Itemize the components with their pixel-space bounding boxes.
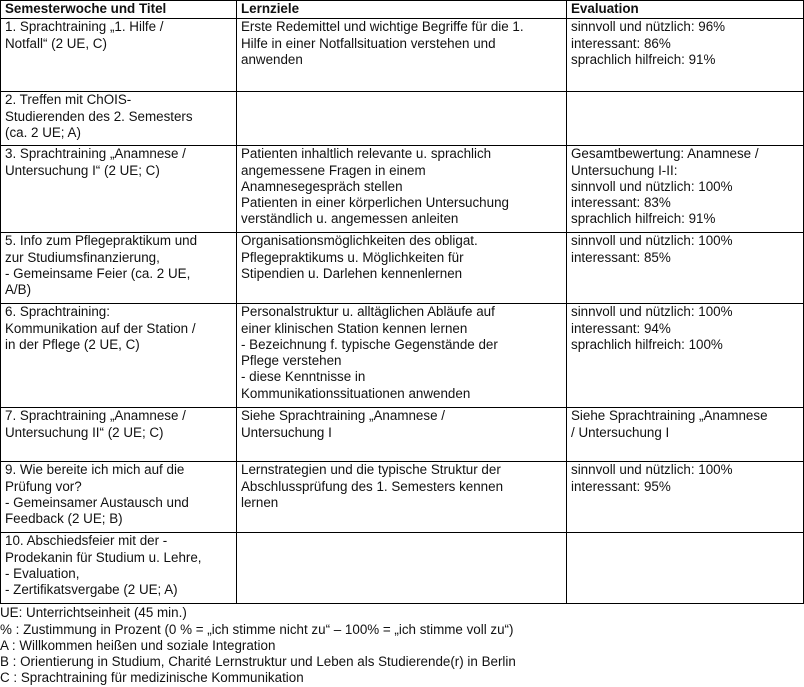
table-row (1, 408, 804, 462)
cell-lernziele-line: Pflegepraktikums u. Möglichkeiten für (241, 249, 464, 265)
cell-title (1, 92, 237, 146)
cell-lernziele (237, 408, 567, 462)
cell-title (1, 533, 237, 604)
cell-lernziele-line: - diese Kenntnisse in (241, 369, 366, 385)
cell-lernziele-line: Erste Redemittel und wichtige Begriffe für die 1. (241, 19, 524, 35)
cell-lernziele (237, 533, 567, 604)
cell-title-line: zur Studiumsfinanzierung, (5, 249, 160, 265)
cell-evaluation-line: sinnvoll und nützlich: 100% (571, 462, 733, 478)
cell-evaluation (567, 92, 804, 146)
cell-evaluation (567, 146, 804, 233)
cell-evaluation-line: interessant: 86% (571, 35, 671, 51)
cell-title-line: (ca. 2 UE; A) (5, 124, 81, 140)
cell-evaluation-line: Gesamtbewertung: Anamnese / (571, 146, 759, 162)
cell-lernziele-line: Untersuchung I (241, 424, 332, 440)
cell-evaluation-line: sinnvoll und nützlich: 100% (571, 304, 733, 320)
cell-lernziele-line: Siehe Sprachtraining „Anamnese / (241, 408, 445, 424)
table-row (1, 304, 804, 408)
cell-title-line: 1. Sprachtraining „1. Hilfe / (5, 19, 164, 35)
table-row (1, 92, 804, 146)
cell-lernziele-line: Stipendien u. Darlehen kennenlernen (241, 265, 463, 281)
cell-title (1, 19, 237, 92)
cell-title (1, 304, 237, 408)
cell-title (1, 462, 237, 533)
cell-lernziele-line: Kommunikationssituationen anwenden (241, 385, 471, 401)
cell-evaluation-line: sprachlich hilfreich: 91% (571, 51, 716, 67)
cell-title-line: Kommunikation auf der Station / (5, 320, 196, 336)
cell-title-line: Notfall“ (2 UE, C) (5, 35, 107, 51)
cell-title-line: A/B) (5, 282, 32, 298)
cell-evaluation-line: / Untersuchung I (571, 424, 670, 440)
cell-lernziele (237, 19, 567, 92)
cell-evaluation-line: interessant: 85% (571, 249, 671, 265)
cell-lernziele-line: anwenden (241, 51, 303, 67)
cell-title-line: Feedback (2 UE; B) (5, 511, 123, 527)
cell-title-line: - Zertifikatsvergabe (2 UE; A) (5, 582, 178, 598)
table-row (1, 19, 804, 92)
table-row (1, 462, 804, 533)
cell-evaluation-line: interessant: 94% (571, 320, 671, 336)
cell-lernziele-line: verständlich u. angemessen anleiten (241, 211, 459, 227)
cell-evaluation-line: sinnvoll und nützlich: 100% (571, 178, 733, 194)
cell-lernziele-line: Abschlussprüfung des 1. Semesters kennen (241, 478, 504, 494)
table-header-row (1, 1, 804, 19)
cell-evaluation-line: sinnvoll und nützlich: 100% (571, 233, 733, 249)
cell-title-line: Untersuchung I“ (2 UE; C) (5, 162, 160, 178)
cell-title-line: 3. Sprachtraining „Anamnese / (5, 146, 186, 162)
footnote-line: % : Zustimmung in Prozent (0 % = „ich stimme nicht zu“ – 100% = „ich stimme voll zu“) (0, 621, 514, 637)
cell-title-line: 2. Treffen mit ChOIS- (5, 92, 132, 108)
header-evaluation: Evaluation (567, 1, 804, 19)
cell-evaluation-line: interessant: 83% (571, 195, 671, 211)
cell-title-line: - Evaluation, (5, 565, 80, 581)
footnotes (0, 605, 804, 686)
cell-lernziele (237, 233, 567, 304)
cell-lernziele-line: - Bezeichnung f. typische Gegenstände der (241, 336, 498, 352)
cell-lernziele-line: Patienten in einer körperlichen Untersuchung (241, 195, 509, 211)
cell-lernziele-line: lernen (241, 494, 279, 510)
header-semesterwoche: Semesterwoche und Titel (1, 1, 237, 19)
cell-evaluation (567, 462, 804, 533)
footnote-line: A : Willkommen heißen und soziale Integration (0, 637, 276, 653)
cell-lernziele-line: Pflege verstehen (241, 353, 342, 369)
cell-lernziele (237, 146, 567, 233)
cell-title-line: Studierenden des 2. Semesters (5, 108, 193, 124)
table-row (1, 146, 804, 233)
cell-lernziele-line: Anamnesegespräch stellen (241, 178, 403, 194)
cell-title (1, 408, 237, 462)
cell-evaluation-line: Untersuchung I-II: (571, 162, 678, 178)
cell-lernziele-line: Personalstruktur u. alltäglichen Abläufe auf (241, 304, 495, 320)
cell-evaluation-line: sprachlich hilfreich: 100% (571, 336, 723, 352)
cell-evaluation-line: sprachlich hilfreich: 91% (571, 211, 716, 227)
cell-lernziele-line: einer klinischen Station kennen lernen (241, 320, 468, 336)
cell-title (1, 146, 237, 233)
cell-title-line: Prüfung vor? (5, 478, 82, 494)
cell-title-line: in der Pflege (2 UE, C) (5, 336, 140, 352)
footnote-line: B : Orientierung in Studium, Charité Lernstruktur und Leben als Studierende(r) in Berlin (0, 654, 516, 670)
cell-lernziele (237, 304, 567, 408)
cell-evaluation (567, 233, 804, 304)
cell-evaluation (567, 408, 804, 462)
cell-lernziele (237, 462, 567, 533)
cell-title-line: 7. Sprachtraining „Anamnese / (5, 408, 186, 424)
cell-title-line: Prodekanin für Studium u. Lehre, (5, 549, 202, 565)
footnote-line: UE: Unterrichtseinheit (45 min.) (0, 605, 187, 621)
cell-lernziele-line: angemessene Fragen in einem (241, 162, 426, 178)
cell-evaluation-line: Siehe Sprachtraining „Anamnese (571, 408, 768, 424)
cell-title-line: 5. Info zum Pflegepraktikum und (5, 233, 198, 249)
cell-title-line: - Gemeinsamer Austausch und (5, 494, 189, 510)
cell-lernziele-line: Hilfe in einer Notfallsituation verstehen und (241, 35, 496, 51)
cell-lernziele (237, 92, 567, 146)
table-row (1, 233, 804, 304)
cell-title-line: - Gemeinsame Feier (ca. 2 UE, (5, 265, 191, 281)
cell-evaluation-line: interessant: 95% (571, 478, 671, 494)
cell-title-line: Untersuchung II“ (2 UE; C) (5, 424, 164, 440)
cell-evaluation (567, 304, 804, 408)
cell-title-line: 9. Wie bereite ich mich auf die (5, 462, 185, 478)
cell-evaluation-line: sinnvoll und nützlich: 96% (571, 19, 726, 35)
cell-lernziele-line: Patienten inhaltlich relevante u. sprachlich (241, 146, 492, 162)
header-lernziele: Lernziele (237, 1, 567, 19)
footnote-line: C : Sprachtraining für medizinische Kommunikation (0, 670, 304, 686)
cell-evaluation (567, 19, 804, 92)
cell-title-line: 10. Abschiedsfeier mit der - (5, 533, 168, 549)
cell-title (1, 233, 237, 304)
table-row (1, 533, 804, 604)
cell-lernziele-line: Organisationsmöglichkeiten des obligat. (241, 233, 478, 249)
cell-title-line: 6. Sprachtraining: (5, 304, 110, 320)
cell-evaluation (567, 533, 804, 604)
cell-lernziele-line: Lernstrategien und die typische Struktur der (241, 462, 501, 478)
